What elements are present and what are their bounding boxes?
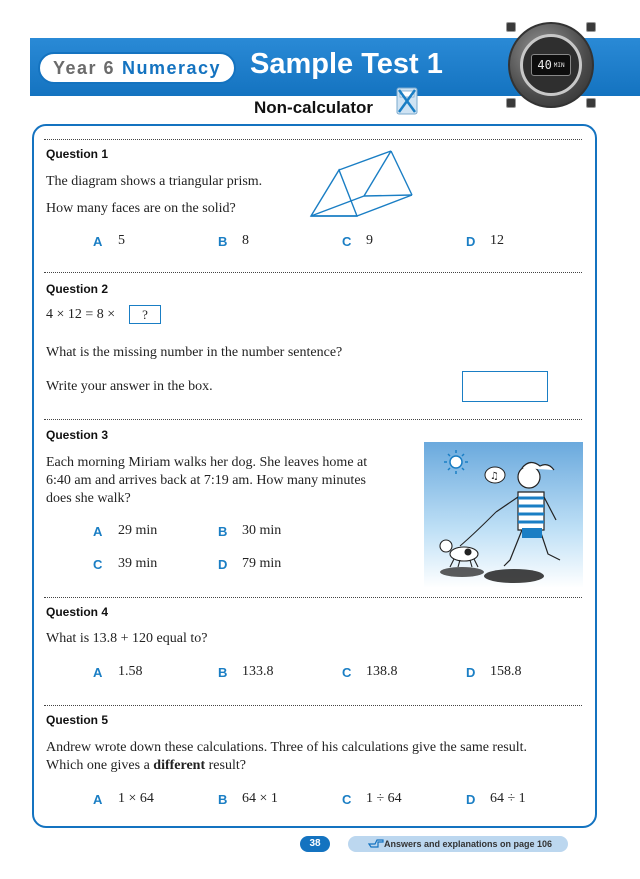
q3-option-c-value[interactable]: 39 min [118, 556, 158, 571]
q3-option-b-letter[interactable]: B [218, 524, 228, 539]
question-5-title: Question 5 [46, 713, 109, 727]
q5-option-c-value[interactable]: 1 ÷ 64 [366, 791, 402, 806]
q3-option-d-letter[interactable]: D [218, 557, 228, 572]
timer-number: 40 [537, 58, 552, 72]
question-divider [44, 705, 582, 706]
missing-number-box: ? [129, 305, 161, 324]
question-3-title: Question 3 [46, 428, 109, 442]
q5-option-a-letter[interactable]: A [93, 792, 103, 807]
year-level-pill [38, 52, 236, 84]
q5-option-b-value[interactable]: 64 × 1 [242, 791, 278, 806]
q4-option-a-letter[interactable]: A [93, 665, 103, 680]
q5-option-b-letter[interactable]: B [218, 792, 228, 807]
q5-option-c-letter[interactable]: C [342, 792, 352, 807]
answers-reference-note: Answers and explanations on page 106 [348, 836, 568, 852]
q1-option-a-value[interactable]: 5 [118, 233, 125, 248]
timer-clock-icon [508, 22, 594, 108]
question-divider [44, 272, 582, 273]
q1-option-a-letter[interactable]: A [93, 234, 103, 249]
q1-option-c-letter[interactable]: C [342, 234, 352, 249]
svg-text:♫: ♫ [490, 471, 499, 482]
year-subject: Numeracy [122, 57, 222, 78]
timer-display [531, 54, 571, 76]
question-3-text-3: does she walk? [46, 491, 131, 506]
page-number: 38 [300, 836, 330, 852]
question-5-text-2-pre: Which one gives a [46, 758, 150, 773]
question-divider [44, 419, 582, 420]
q3-option-c-letter[interactable]: C [93, 557, 103, 572]
q3-option-a-value[interactable]: 29 min [118, 523, 158, 538]
question-2-title: Question 2 [46, 282, 109, 296]
question-divider [44, 597, 582, 598]
q4-option-a-value[interactable]: 1.58 [118, 664, 143, 679]
year-prefix: Year 6 [52, 57, 115, 78]
question-3-text-2: 6:40 am and arrives back at 7:19 am. How many minutes [46, 473, 366, 488]
q1-option-c-value[interactable]: 9 [366, 233, 373, 248]
q4-option-b-value[interactable]: 133.8 [242, 664, 274, 679]
q3-option-d-value[interactable]: 79 min [242, 556, 282, 571]
girl-figure [496, 462, 560, 566]
question-divider [44, 139, 582, 140]
sun-icon [444, 450, 468, 474]
question-5-text-2 [46, 757, 246, 775]
question-1-text-2: How many faces are on the solid? [46, 201, 236, 216]
q4-option-c-value[interactable]: 138.8 [366, 664, 398, 679]
q4-option-d-letter[interactable]: D [466, 665, 476, 680]
header-band-left-gap [0, 38, 30, 96]
music-note-speech-bubble-icon [485, 467, 505, 483]
triangular-prism-diagram [308, 150, 436, 220]
q1-option-b-letter[interactable]: B [218, 234, 228, 249]
question-5-text-1: Andrew wrote down these calculations. Three of his calculations give the same result. [46, 740, 528, 755]
question-4-title: Question 4 [46, 605, 109, 619]
q1-option-d-letter[interactable]: D [466, 234, 476, 249]
no-calculator-icon [395, 86, 419, 116]
question-1-title: Question 1 [46, 147, 109, 161]
answer-input-box[interactable] [462, 371, 548, 402]
question-3-text-1: Each morning Miriam walks her dog. She leaves home at [46, 455, 368, 470]
q4-option-b-letter[interactable]: B [218, 665, 228, 680]
q5-option-d-value[interactable]: 64 ÷ 1 [490, 791, 526, 806]
question-4-text-1: What is 13.8 + 120 equal to? [46, 631, 208, 646]
q4-option-c-letter[interactable]: C [342, 665, 352, 680]
q3-option-a-letter[interactable]: A [93, 524, 103, 539]
question-5-text-2-post: result? [208, 758, 246, 773]
question-2-text-1: What is the missing number in the number sentence? [46, 345, 343, 360]
question-1-text-1: The diagram shows a triangular prism. [46, 174, 263, 189]
pointing-hand-icon [368, 838, 384, 850]
q4-option-d-value[interactable]: 158.8 [490, 664, 522, 679]
q5-option-a-value[interactable]: 1 × 64 [118, 791, 154, 806]
q3-option-b-value[interactable]: 30 min [242, 523, 282, 538]
question-2-equation: 4 × 12 = 8 × [46, 307, 116, 322]
dog-figure [440, 540, 478, 567]
page-title: Sample Test 1 [250, 48, 443, 80]
q5-option-d-letter[interactable]: D [466, 792, 476, 807]
test-subtitle: Non-calculator [254, 98, 374, 117]
question-5-emphasis: different [153, 758, 206, 773]
q1-option-b-value[interactable]: 8 [242, 233, 249, 248]
question-2-text-2: Write your answer in the box. [46, 379, 213, 394]
timer-unit: MIN [553, 61, 565, 69]
q1-option-d-value[interactable]: 12 [490, 233, 504, 248]
girl-walking-dog-illustration [424, 442, 583, 588]
